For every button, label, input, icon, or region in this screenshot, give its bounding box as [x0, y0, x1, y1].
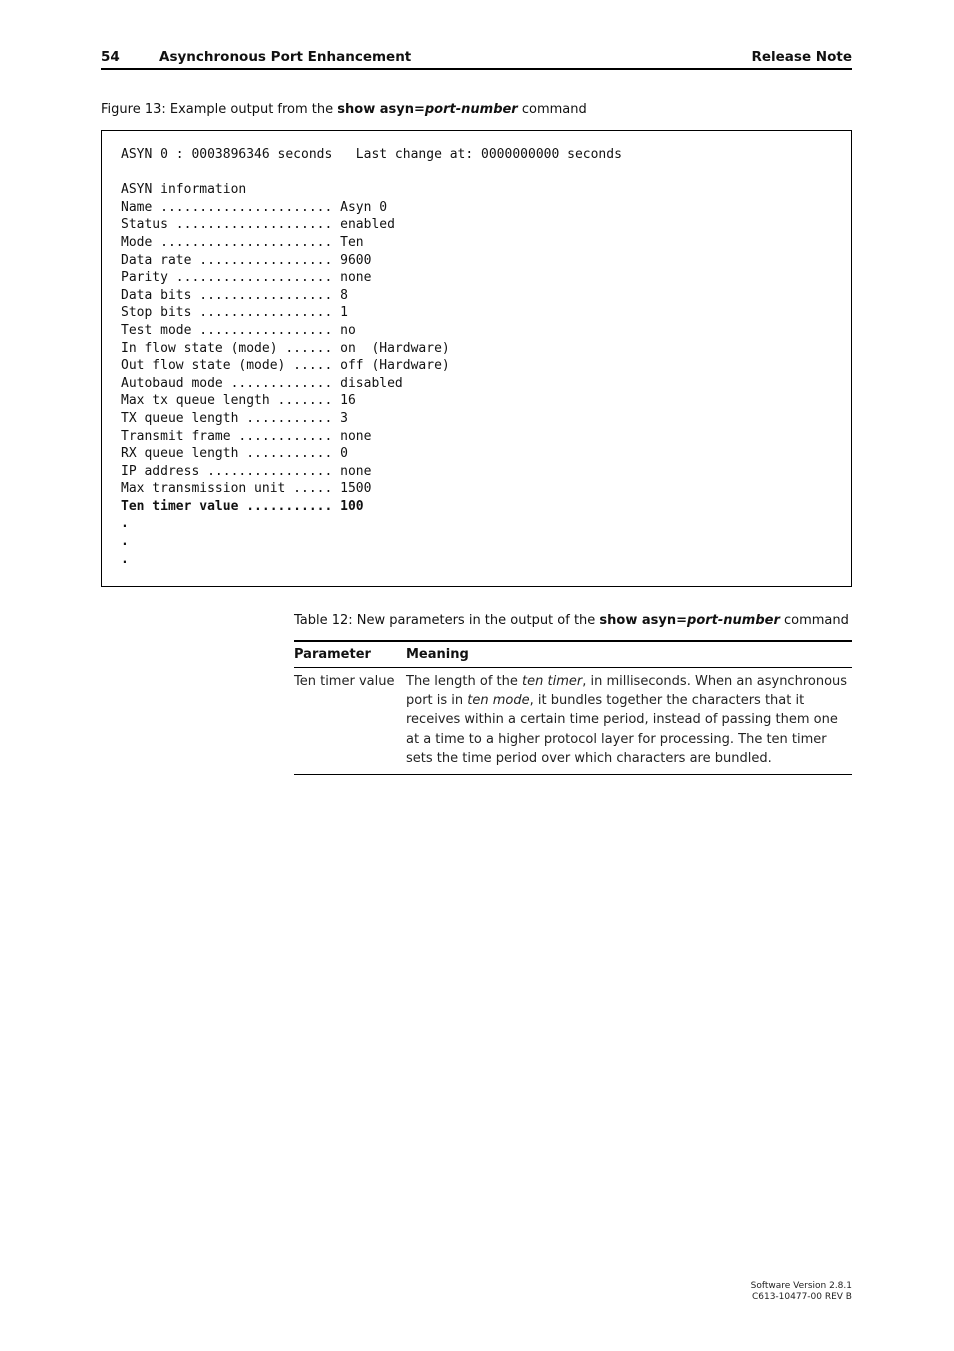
figure-caption-prefix: Figure 13: Example output from the	[101, 102, 338, 117]
output-line: Max transmission unit ..... 1500	[121, 481, 372, 497]
output-line: Test mode ................. no	[121, 322, 356, 338]
page-footer	[751, 1281, 852, 1303]
command-output-box	[101, 130, 852, 587]
meaning-emphasis-2: ten mode	[467, 693, 530, 709]
table-row	[294, 668, 852, 774]
output-line: In flow state (mode) ...... on (Hardware)	[121, 340, 450, 356]
output-line: Data rate ................. 9600	[121, 252, 372, 268]
output-line: RX queue length ........... 0	[121, 446, 348, 462]
output-line	[121, 164, 622, 182]
output-line: Autobaud mode ............. disabled	[121, 375, 403, 391]
row-parameter: Ten timer value	[294, 674, 395, 689]
output-line: .	[121, 551, 129, 567]
page-number: 54	[101, 49, 120, 65]
header-parameter: Parameter	[294, 647, 371, 662]
output-line: Stop bits ................. 1	[121, 305, 348, 321]
output-line: .	[121, 534, 129, 550]
row-meaning	[406, 672, 852, 768]
meaning-text-3: , it bundles together the characters that it receives within a certain time period, instead of passing them one at a time to a higher protocol layer for processing. The ten timer sets the time period over which characters are bundled.	[406, 693, 838, 766]
document-id: C613-10477-00 REV B	[751, 1292, 852, 1302]
chapter-title: Asynchronous Port Enhancement	[159, 49, 412, 65]
command-output	[121, 146, 622, 568]
table-caption-command: show asyn=	[599, 613, 688, 628]
figure-caption-command: show asyn=	[337, 102, 425, 117]
meaning-text-2: , in milliseconds. When an asynchronous port is in	[406, 674, 848, 709]
document-type: Release Note	[751, 49, 852, 65]
figure-caption	[101, 102, 587, 117]
output-line: Ten timer value ........... 100	[121, 498, 364, 514]
table-caption	[294, 613, 849, 628]
meaning-text-1: The length of the	[406, 674, 523, 689]
output-line: ASYN information	[121, 182, 247, 198]
table-caption-argument: port-number	[687, 613, 780, 628]
header-meaning: Meaning	[406, 647, 469, 662]
output-line: Parity .................... none	[121, 270, 372, 286]
output-line: Data bits ................. 8	[121, 287, 348, 303]
output-line: .	[121, 516, 129, 532]
meaning-emphasis-1: ten timer	[522, 674, 583, 689]
parameters-table	[294, 640, 852, 775]
output-line: IP address ................ none	[121, 463, 372, 479]
output-line: ASYN 0 : 0003896346 seconds Last change at: 0000000000 seconds	[121, 147, 622, 162]
output-line: Max tx queue length ....... 16	[121, 393, 356, 409]
table-header-row	[294, 642, 852, 668]
table-caption-prefix: Table 12: New parameters in the output of the	[294, 613, 600, 628]
software-version: Software Version 2.8.1	[750, 1281, 852, 1291]
output-line: Status .................... enabled	[121, 217, 395, 233]
table-caption-suffix: command	[779, 613, 849, 628]
output-line: Out flow state (mode) ..... off (Hardware)	[121, 358, 450, 374]
output-line: Transmit frame ............ none	[121, 428, 372, 444]
output-line: Mode ...................... Ten	[121, 234, 364, 250]
figure-caption-suffix: command	[517, 102, 587, 117]
page-header	[101, 47, 852, 70]
output-line: Name ...................... Asyn 0	[121, 199, 388, 215]
figure-caption-argument: port-number	[424, 102, 518, 117]
output-line: TX queue length ........... 3	[121, 410, 348, 426]
